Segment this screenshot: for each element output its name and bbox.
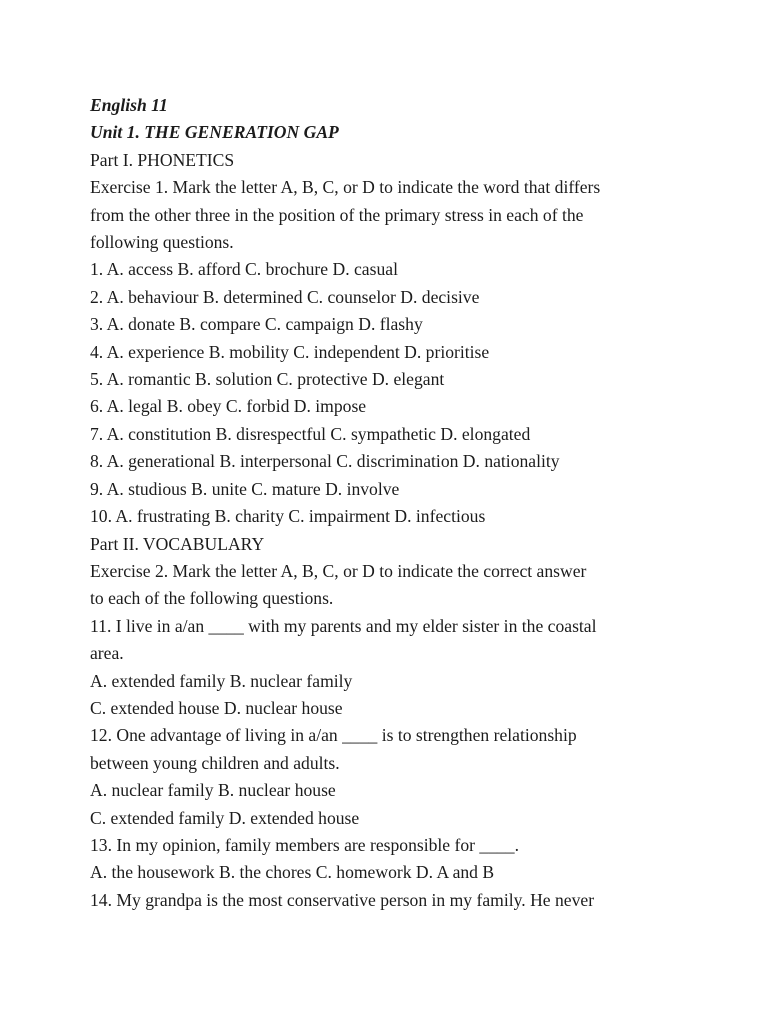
question-11-options: C. extended house D. nuclear house <box>90 697 343 718</box>
question-4: 4. A. experience B. mobility C. independent D. prioritise <box>90 341 490 362</box>
question-12-options: C. extended family D. extended house <box>90 807 360 828</box>
question-9: 9. A. studious B. unite C. mature D. involve <box>90 478 400 499</box>
unit-title: Unit 1. THE GENERATION GAP <box>90 122 339 143</box>
question-2: 2. A. behaviour B. determined C. counselor D. decisive <box>90 286 480 307</box>
question-1: 1. A. access B. afford C. brochure D. casual <box>90 259 398 280</box>
part2-heading: Part II. VOCABULARY <box>90 533 265 554</box>
question-7: 7. A. constitution B. disrespectful C. sympathetic D. elongated <box>90 423 531 444</box>
question-12-options: A. nuclear family B. nuclear house <box>90 780 336 801</box>
document-page <box>90 92 730 914</box>
question-11-options: A. extended family B. nuclear family <box>90 670 353 691</box>
question-13-line: 13. In my opinion, family members are responsible for ____. <box>90 834 520 855</box>
exercise2-instruction-line: Exercise 2. Mark the letter A, B, C, or D to indicate the correct answer <box>90 560 587 581</box>
question-13-options: A. the housework B. the chores C. homework D. A and B <box>90 862 495 883</box>
question-10: 10. A. frustrating B. charity C. impairment D. infectious <box>90 506 486 527</box>
question-14-line: 14. My grandpa is the most conservative person in my family. He never <box>90 889 595 910</box>
question-6: 6. A. legal B. obey C. forbid D. impose <box>90 396 367 417</box>
exercise1-instruction-line: Exercise 1. Mark the letter A, B, C, or D to indicate the word that differs <box>90 177 601 198</box>
question-11-line: area. <box>90 643 124 664</box>
question-8: 8. A. generational B. interpersonal C. discrimination D. nationality <box>90 451 560 472</box>
question-5: 5. A. romantic B. solution C. protective D. elegant <box>90 369 445 390</box>
course-title: English 11 <box>90 95 168 115</box>
question-3: 3. A. donate B. compare C. campaign D. flashy <box>90 314 423 335</box>
question-11-line: 11. I live in a/an ____ with my parents and my elder sister in the coastal <box>90 615 597 636</box>
question-12-line: between young children and adults. <box>90 752 340 773</box>
question-12-line: 12. One advantage of living in a/an ____ is to strengthen relationship <box>90 725 577 746</box>
exercise1-instruction-line: from the other three in the position of the primary stress in each of the <box>90 204 584 225</box>
exercise2-instruction-line: to each of the following questions. <box>90 588 334 609</box>
part1-heading: Part I. PHONETICS <box>90 149 235 170</box>
exercise1-instruction-line: following questions. <box>90 232 234 253</box>
